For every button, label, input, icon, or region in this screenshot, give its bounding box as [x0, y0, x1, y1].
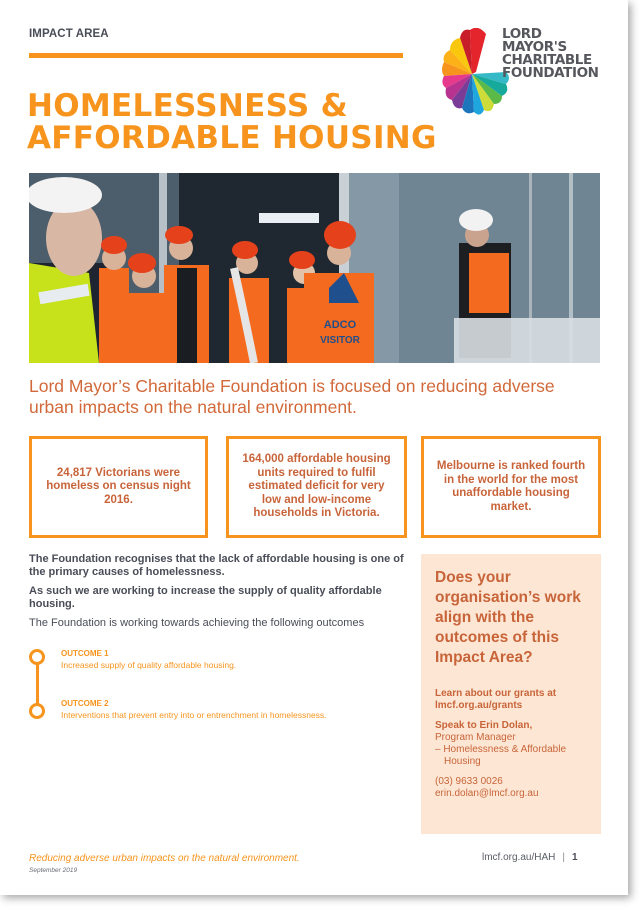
contact-role: Program Manager [435, 732, 516, 743]
contact-phone[interactable]: (03) 9633 0026 [435, 776, 503, 787]
logo-line-4: FOUNDATION [502, 65, 599, 81]
contact-info [435, 720, 600, 768]
svg-text:VISITOR: VISITOR [320, 335, 360, 346]
outcome-2-title: OUTCOME 2 [61, 699, 109, 708]
impact-area-label: IMPACT AREA [29, 28, 109, 40]
grants-label: Learn about our grants at [435, 688, 557, 699]
outcome-2-description: Interventions that prevent entry into or entrenchment in homelessness. [61, 710, 327, 720]
footer-separator: | [562, 852, 565, 863]
logo-wordmark [502, 28, 599, 80]
body-paragraph-2: As such we are working to increase the supply of quality affordable housing. [29, 585, 382, 610]
logo-line-2: MAYOR'S [502, 39, 567, 55]
svg-text:ADCO: ADCO [323, 319, 357, 331]
logo-line-1: LORD [502, 26, 542, 42]
grants-link[interactable]: lmcf.org.au/grants [435, 700, 523, 711]
stat-text: Melbourne is ranked fourth in the world for the most unaffordable housing market. [436, 460, 586, 513]
title-line-1: HOMELESSNESS & [27, 88, 348, 124]
footer-meta [482, 852, 578, 863]
footer-url[interactable]: lmcf.org.au/HAH [482, 852, 556, 863]
logo-line-3: CHARITABLE [502, 52, 592, 68]
contact-role-area-cont: Housing [444, 756, 481, 767]
outcome-2-circle-icon [29, 703, 45, 719]
page-number: 1 [571, 852, 578, 863]
header-rule [29, 53, 403, 58]
contact-role-area: – Homelessness & Affordable [435, 744, 567, 755]
call-to-action-panel [421, 554, 601, 834]
photo-illustration [29, 173, 600, 363]
outcome-1-title: OUTCOME 1 [61, 649, 109, 658]
stat-text: 164,000 affordable housing units required to fulfil estimated deficit for very low and low-income households in Victoria. [242, 453, 391, 520]
footer-tagline: Reducing adverse urban impacts on the natural environment. [29, 853, 300, 864]
site-visit-photo [29, 173, 600, 363]
stat-text: 24,817 Victorians were homeless on census night 2016. [46, 466, 191, 506]
timeline-connector [36, 664, 39, 704]
grants-info [435, 688, 600, 712]
stat-box-housing-deficit [226, 436, 407, 538]
contact-name: Speak to Erin Dolan, [435, 720, 533, 731]
title-line-2: AFFORDABLE HOUSING [27, 120, 437, 156]
cta-question: Does your organisation’s work align with the outcomes of this Impact Area? [435, 569, 581, 666]
contact-email[interactable]: erin.dolan@lmcf.org.au [435, 788, 539, 799]
outcome-1-description: Increased supply of quality affordable housing. [61, 660, 237, 670]
page-title [27, 90, 437, 154]
footer-date: September 2019 [29, 867, 78, 874]
foundation-logo [442, 28, 602, 120]
outcome-1-circle-icon [29, 649, 45, 665]
body-paragraph-3: The Foundation is working towards achieving the following outcomes [29, 617, 365, 629]
body-paragraph-1: The Foundation recognises that the lack of affordable housing is one of the primary causes of homelessness. [29, 553, 404, 578]
stat-box-melbourne-ranking [421, 436, 601, 538]
contact-details [435, 776, 600, 800]
stat-box-homeless-count [29, 436, 208, 538]
body-copy [29, 553, 404, 636]
lead-statement: Lord Mayor’s Charitable Foundation is focused on reducing adverse urban impacts on the natural environment. [29, 376, 555, 417]
outcomes-timeline [29, 648, 409, 728]
